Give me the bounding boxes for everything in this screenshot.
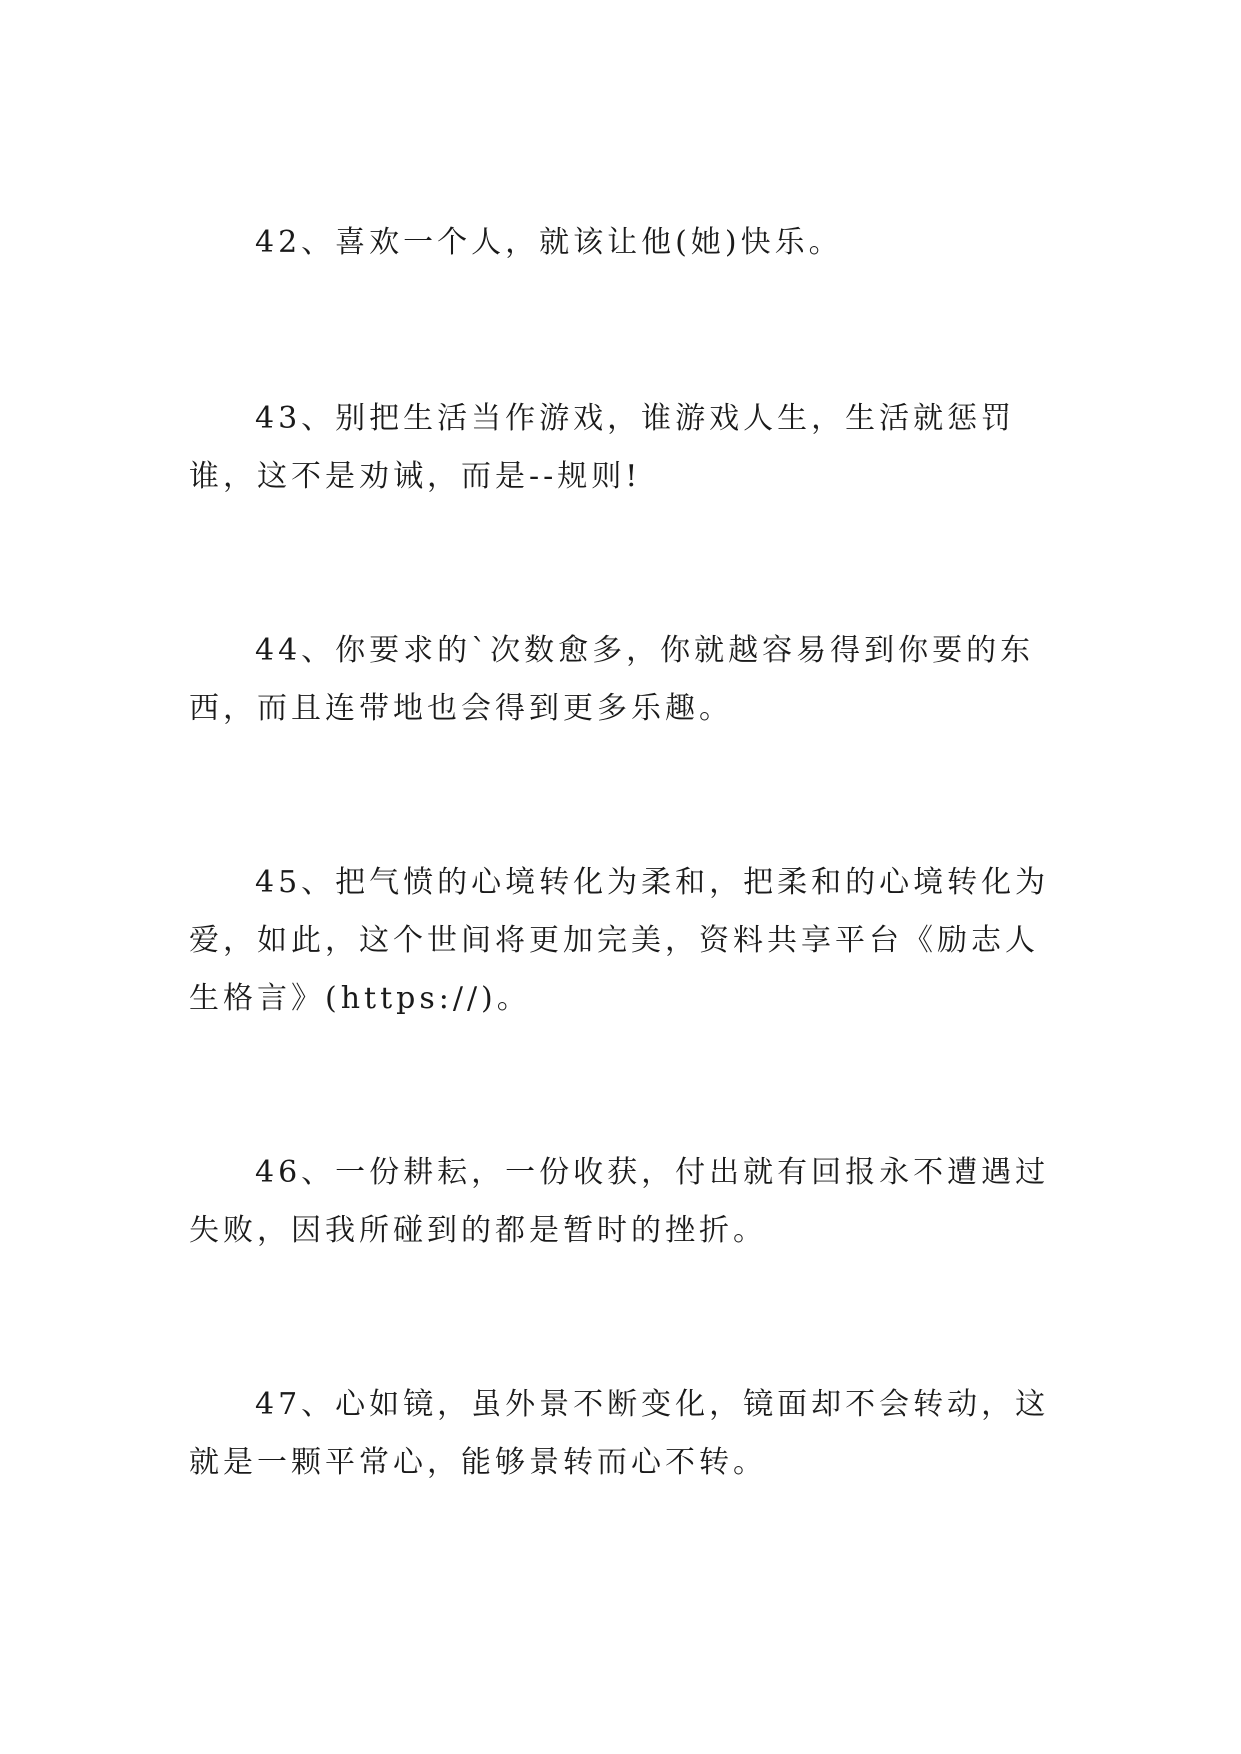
quote-paragraph-46: 46、一份耕耘，一份收获，付出就有回报永不遭遇过失败，因我所碰到的都是暂时的挫折。 <box>189 1155 1050 1248</box>
quote-paragraph-47: 47、心如镜，虽外景不断变化，镜面却不会转动，这就是一颗平常心，能够景转而心不转。 <box>189 1387 1050 1480</box>
quote-paragraph-45: 45、把气愤的心境转化为柔和，把柔和的心境转化为爱，如此，这个世间将更加完美，资料共享平台《励志人生格言》(https://)。 <box>189 865 1050 1016</box>
quote-paragraph-44: 44、你要求的`次数愈多，你就越容易得到你要的东西，而且连带地也会得到更多乐趣。 <box>189 633 1035 726</box>
quote-paragraph-42: 42、喜欢一个人，就该让他(她)快乐。 <box>255 225 843 260</box>
quote-paragraph-43: 43、别把生活当作游戏，谁游戏人生，生活就惩罚谁，这不是劝诫，而是--规则! <box>189 401 1016 494</box>
